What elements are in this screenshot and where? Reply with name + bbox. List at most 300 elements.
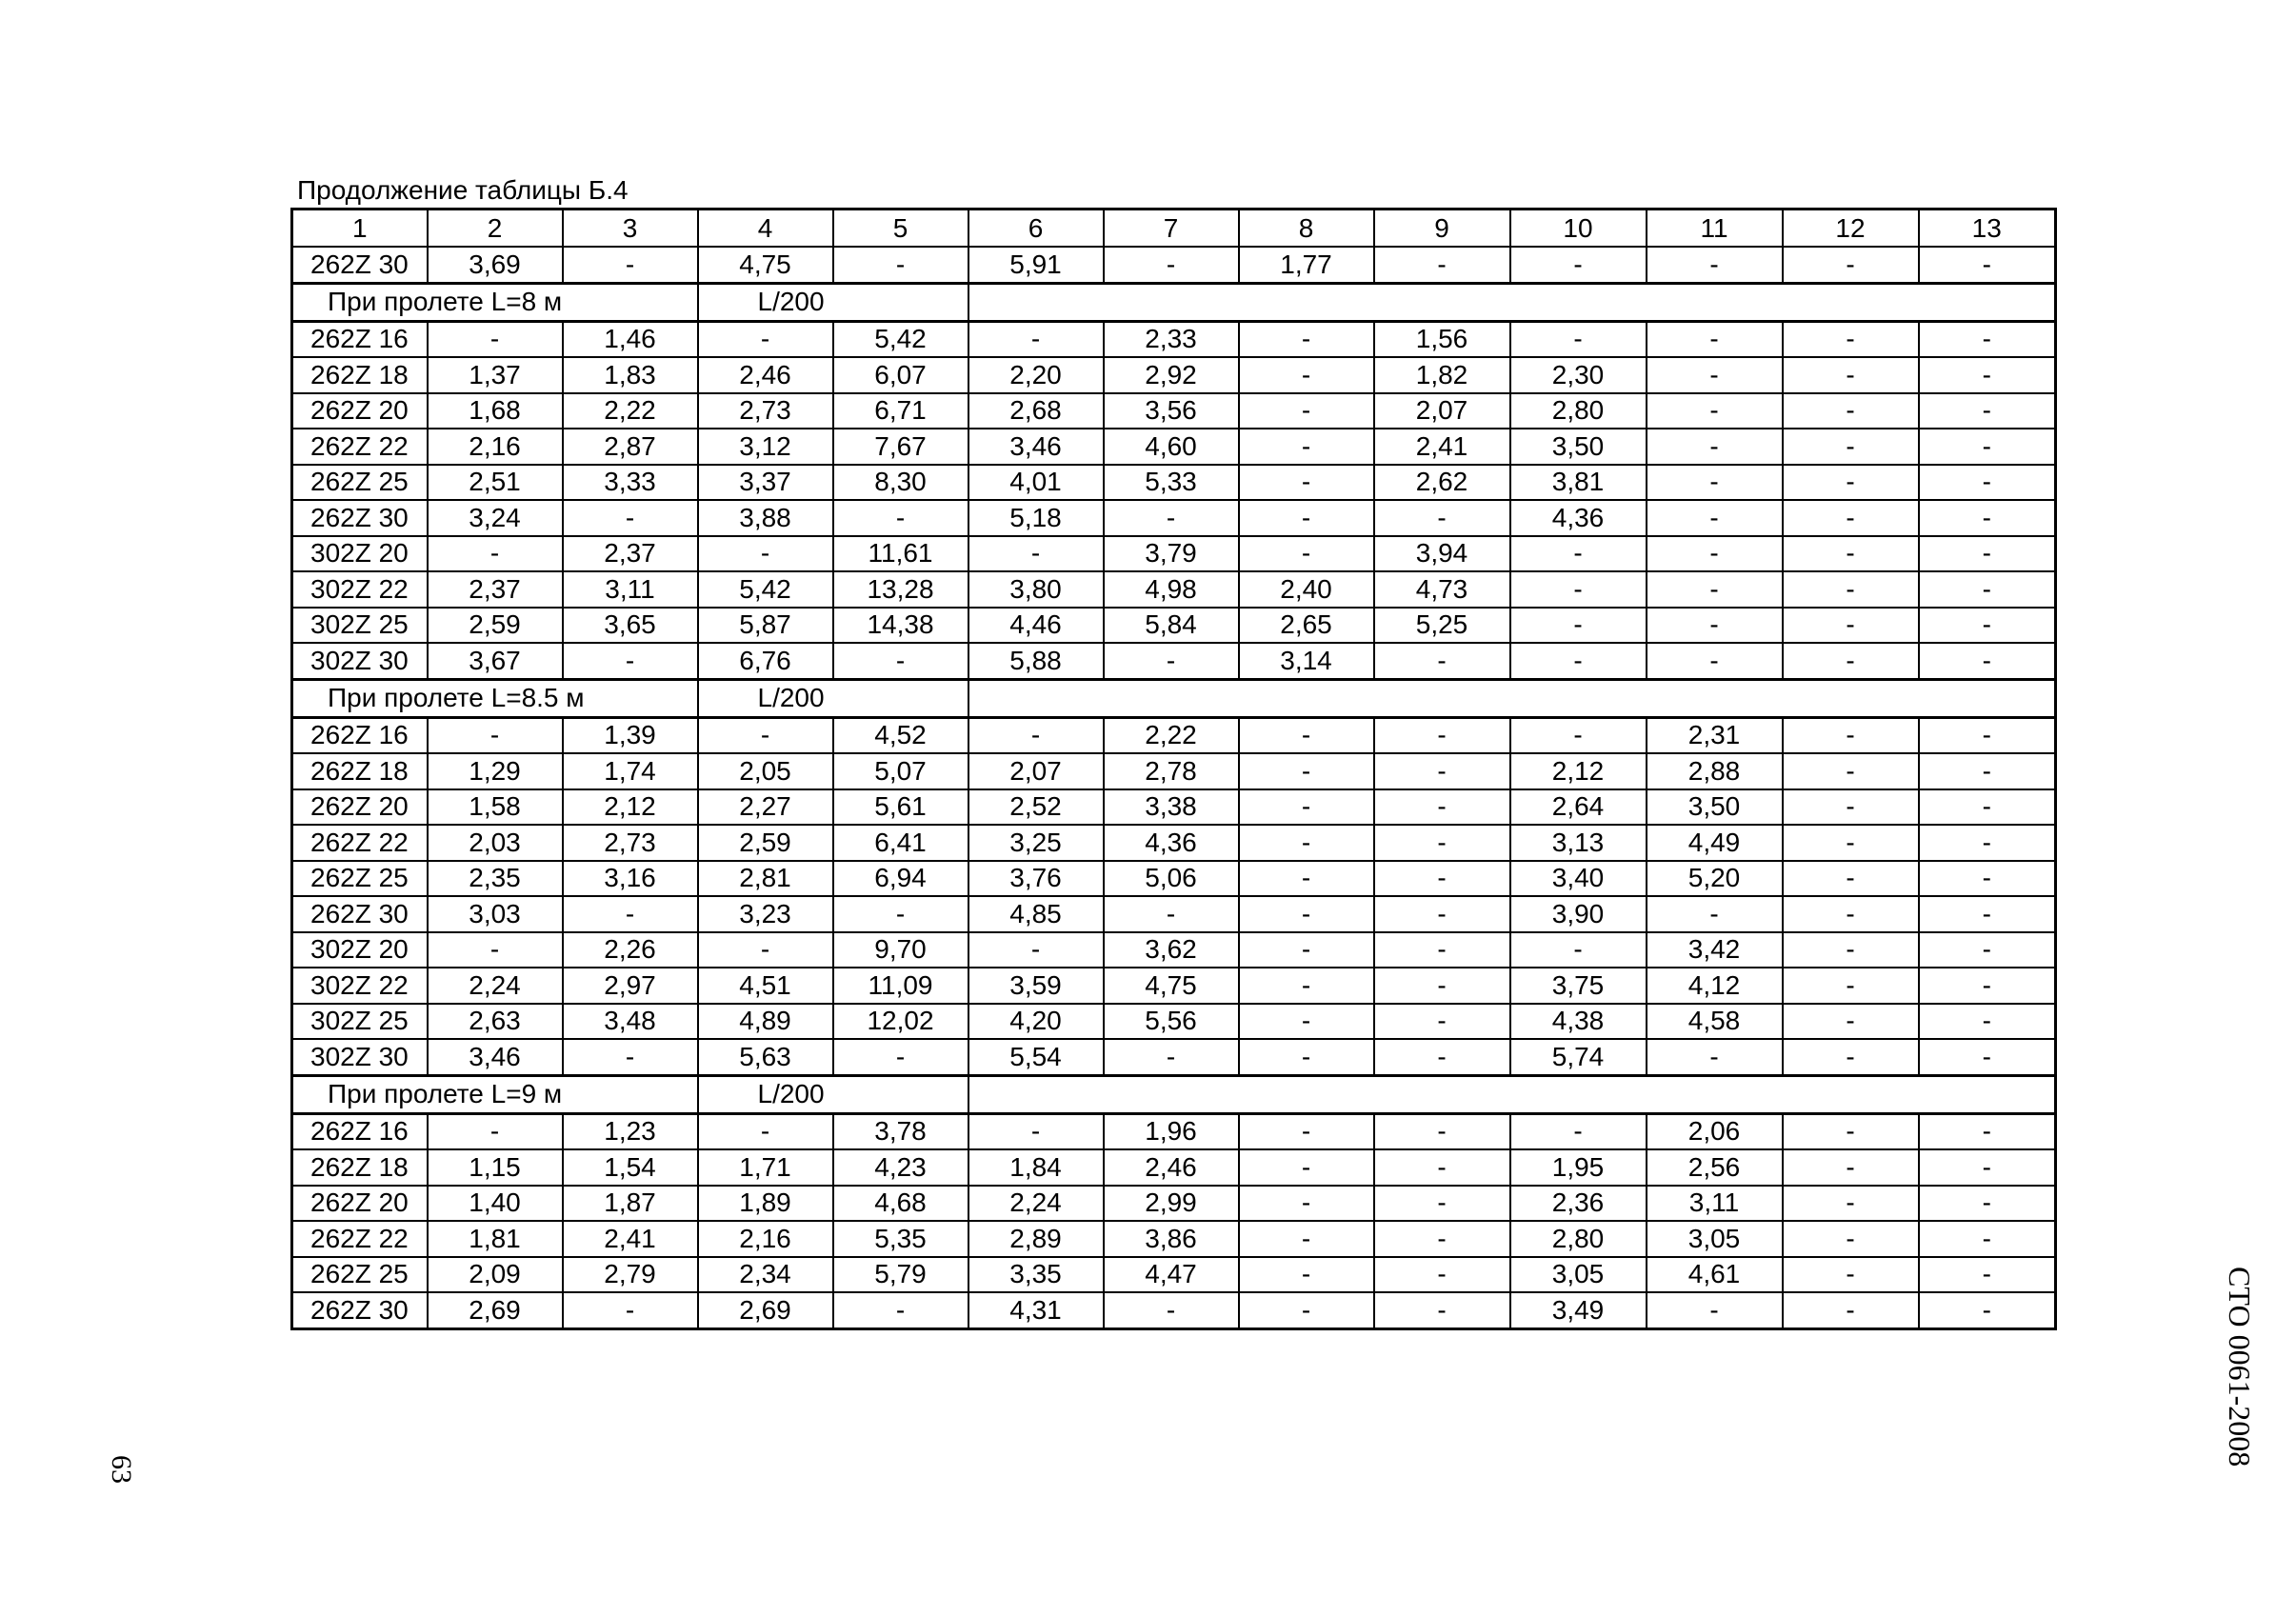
value-cell: 3,14 <box>1239 643 1374 679</box>
value-cell: 2,27 <box>698 789 833 826</box>
value-cell: 1,54 <box>563 1149 698 1186</box>
value-cell: - <box>1919 1186 2056 1222</box>
table-row <box>292 643 2056 679</box>
table-row <box>292 896 2056 932</box>
value-cell: 2,35 <box>428 861 563 897</box>
value-cell: 14,38 <box>833 608 968 644</box>
deflection-limit: L/200 <box>698 1075 968 1113</box>
value-cell: - <box>1919 643 2056 679</box>
profile-cell: 262Z 18 <box>292 753 428 789</box>
value-cell: 1,37 <box>428 357 563 393</box>
section-header-row <box>292 1075 2056 1113</box>
value-cell: 5,84 <box>1104 608 1239 644</box>
value-cell: 3,65 <box>563 608 698 644</box>
value-cell: - <box>1919 896 2056 932</box>
value-cell: 2,73 <box>698 393 833 429</box>
profile-cell: 302Z 20 <box>292 932 428 968</box>
value-cell: 2,37 <box>428 571 563 608</box>
value-cell: - <box>1783 465 1919 501</box>
value-cell: 5,61 <box>833 789 968 826</box>
value-cell: - <box>1374 1149 1510 1186</box>
value-cell: - <box>1919 247 2056 283</box>
value-cell: 4,01 <box>968 465 1104 501</box>
value-cell: 2,34 <box>698 1257 833 1293</box>
value-cell: - <box>1783 1221 1919 1257</box>
value-cell: - <box>1647 393 1783 429</box>
value-cell: - <box>1239 536 1374 572</box>
value-cell: 3,48 <box>563 1004 698 1040</box>
profile-cell: 262Z 30 <box>292 500 428 536</box>
value-cell: 5,74 <box>1510 1039 1647 1075</box>
value-cell: - <box>1239 1257 1374 1293</box>
profile-cell: 302Z 30 <box>292 1039 428 1075</box>
value-cell: - <box>1919 717 2056 753</box>
value-cell: 7,67 <box>833 429 968 465</box>
value-cell: 3,79 <box>1104 536 1239 572</box>
value-cell: - <box>1647 500 1783 536</box>
table-row <box>292 1292 2056 1328</box>
value-cell: 2,68 <box>968 393 1104 429</box>
value-cell: - <box>1783 1186 1919 1222</box>
profile-cell: 262Z 20 <box>292 393 428 429</box>
table-row <box>292 825 2056 861</box>
value-cell: 2,46 <box>1104 1149 1239 1186</box>
data-table <box>290 208 2057 1330</box>
value-cell: - <box>1783 1257 1919 1293</box>
value-cell: - <box>833 1039 968 1075</box>
value-cell: - <box>833 247 968 283</box>
value-cell: 8,30 <box>833 465 968 501</box>
value-cell: 2,31 <box>1647 717 1783 753</box>
table-row <box>292 536 2056 572</box>
value-cell: - <box>1919 1292 2056 1328</box>
value-cell: 2,07 <box>968 753 1104 789</box>
value-cell: - <box>1239 429 1374 465</box>
table-row <box>292 247 2056 283</box>
value-cell: 3,90 <box>1510 896 1647 932</box>
value-cell: 2,12 <box>1510 753 1647 789</box>
value-cell: - <box>833 896 968 932</box>
value-cell: - <box>1919 968 2056 1004</box>
value-cell: - <box>1783 321 1919 357</box>
value-cell: - <box>1510 536 1647 572</box>
value-cell: - <box>1239 896 1374 932</box>
value-cell: 2,26 <box>563 932 698 968</box>
value-cell: - <box>1919 789 2056 826</box>
value-cell: 2,92 <box>1104 357 1239 393</box>
table-row <box>292 321 2056 357</box>
value-cell: 3,78 <box>833 1113 968 1149</box>
value-cell: 4,68 <box>833 1186 968 1222</box>
value-cell: - <box>563 247 698 283</box>
value-cell: - <box>1783 1004 1919 1040</box>
value-cell: - <box>1647 643 1783 679</box>
value-cell: 2,65 <box>1239 608 1374 644</box>
value-cell: 4,36 <box>1104 825 1239 861</box>
table-row <box>292 789 2056 826</box>
value-cell: - <box>698 1113 833 1149</box>
value-cell: 2,69 <box>698 1292 833 1328</box>
profile-cell: 302Z 25 <box>292 1004 428 1040</box>
value-cell: - <box>1239 393 1374 429</box>
value-cell: 5,07 <box>833 753 968 789</box>
value-cell: 6,07 <box>833 357 968 393</box>
value-cell: 5,42 <box>833 321 968 357</box>
profile-cell: 262Z 25 <box>292 1257 428 1293</box>
value-cell: - <box>1919 861 2056 897</box>
value-cell: 4,47 <box>1104 1257 1239 1293</box>
value-cell: - <box>1647 896 1783 932</box>
value-cell: - <box>563 643 698 679</box>
value-cell: 4,46 <box>968 608 1104 644</box>
value-cell: 4,38 <box>1510 1004 1647 1040</box>
value-cell: - <box>1647 429 1783 465</box>
value-cell: - <box>1239 1004 1374 1040</box>
value-cell: 5,18 <box>968 500 1104 536</box>
value-cell: 3,24 <box>428 500 563 536</box>
value-cell: 3,69 <box>428 247 563 283</box>
value-cell: - <box>1374 1004 1510 1040</box>
value-cell: - <box>1104 247 1239 283</box>
value-cell: 9,70 <box>833 932 968 968</box>
value-cell: 5,33 <box>1104 465 1239 501</box>
value-cell: - <box>1239 753 1374 789</box>
value-cell: - <box>1374 1186 1510 1222</box>
value-cell: - <box>1239 1221 1374 1257</box>
document-code: СТО 0061-2008 <box>2223 1267 2257 1467</box>
profile-cell: 262Z 16 <box>292 1113 428 1149</box>
value-cell: - <box>968 932 1104 968</box>
value-cell: 4,20 <box>968 1004 1104 1040</box>
value-cell: 3,80 <box>968 571 1104 608</box>
value-cell: - <box>1919 1113 2056 1149</box>
value-cell: - <box>1783 500 1919 536</box>
value-cell: - <box>1647 247 1783 283</box>
header-cell: 2 <box>428 210 563 248</box>
span-label: При пролете L=8 м <box>292 283 698 321</box>
value-cell: - <box>1239 357 1374 393</box>
value-cell: - <box>1919 1004 2056 1040</box>
value-cell: - <box>428 717 563 753</box>
table-row <box>292 1149 2056 1186</box>
deflection-limit: L/200 <box>698 679 968 717</box>
value-cell: - <box>428 536 563 572</box>
value-cell: - <box>1783 753 1919 789</box>
value-cell: 3,46 <box>428 1039 563 1075</box>
value-cell: 4,60 <box>1104 429 1239 465</box>
table-row <box>292 932 2056 968</box>
value-cell: 1,29 <box>428 753 563 789</box>
value-cell: 3,11 <box>563 571 698 608</box>
value-cell: 3,25 <box>968 825 1104 861</box>
value-cell: - <box>1239 500 1374 536</box>
section-blank <box>968 679 2056 717</box>
value-cell: - <box>1919 536 2056 572</box>
value-cell: - <box>1919 1257 2056 1293</box>
value-cell: - <box>1783 1149 1919 1186</box>
value-cell: 3,67 <box>428 643 563 679</box>
value-cell: - <box>1104 1039 1239 1075</box>
value-cell: - <box>1647 608 1783 644</box>
value-cell: 2,05 <box>698 753 833 789</box>
table-row <box>292 465 2056 501</box>
value-cell: 5,25 <box>1374 608 1510 644</box>
value-cell: - <box>1374 932 1510 968</box>
profile-cell: 262Z 20 <box>292 789 428 826</box>
value-cell: 2,79 <box>563 1257 698 1293</box>
value-cell: - <box>1510 932 1647 968</box>
deflection-limit: L/200 <box>698 283 968 321</box>
value-cell: - <box>1239 968 1374 1004</box>
profile-cell: 262Z 20 <box>292 1186 428 1222</box>
value-cell: 3,16 <box>563 861 698 897</box>
table-row <box>292 1257 2056 1293</box>
span-label: При пролете L=9 м <box>292 1075 698 1113</box>
header-cell: 7 <box>1104 210 1239 248</box>
value-cell: - <box>1919 825 2056 861</box>
table-row <box>292 861 2056 897</box>
section-header-row <box>292 679 2056 717</box>
value-cell: 3,94 <box>1374 536 1510 572</box>
value-cell: - <box>563 896 698 932</box>
value-cell: 2,87 <box>563 429 698 465</box>
value-cell: 2,24 <box>428 968 563 1004</box>
value-cell: - <box>1919 465 2056 501</box>
value-cell: 3,12 <box>698 429 833 465</box>
value-cell: 3,50 <box>1647 789 1783 826</box>
value-cell: - <box>1510 717 1647 753</box>
value-cell: 1,74 <box>563 753 698 789</box>
value-cell: - <box>428 932 563 968</box>
table-row <box>292 357 2056 393</box>
value-cell: - <box>1783 643 1919 679</box>
profile-cell: 302Z 22 <box>292 968 428 1004</box>
value-cell: - <box>1783 861 1919 897</box>
value-cell: 2,80 <box>1510 393 1647 429</box>
value-cell: 3,75 <box>1510 968 1647 1004</box>
value-cell: - <box>698 932 833 968</box>
profile-cell: 262Z 16 <box>292 717 428 753</box>
value-cell: 3,88 <box>698 500 833 536</box>
profile-cell: 262Z 22 <box>292 825 428 861</box>
value-cell: 2,62 <box>1374 465 1510 501</box>
value-cell: 2,41 <box>1374 429 1510 465</box>
value-cell: - <box>1374 896 1510 932</box>
value-cell: - <box>968 717 1104 753</box>
value-cell: 3,76 <box>968 861 1104 897</box>
value-cell: 3,81 <box>1510 465 1647 501</box>
value-cell: - <box>1783 896 1919 932</box>
table-row <box>292 1221 2056 1257</box>
table-row <box>292 500 2056 536</box>
header-cell: 6 <box>968 210 1104 248</box>
value-cell: 2,41 <box>563 1221 698 1257</box>
profile-cell: 262Z 30 <box>292 896 428 932</box>
table-row <box>292 753 2056 789</box>
header-cell: 8 <box>1239 210 1374 248</box>
value-cell: 4,31 <box>968 1292 1104 1328</box>
profile-cell: 262Z 25 <box>292 465 428 501</box>
value-cell: 1,68 <box>428 393 563 429</box>
value-cell: 2,99 <box>1104 1186 1239 1222</box>
value-cell: - <box>1374 789 1510 826</box>
header-cell: 11 <box>1647 210 1783 248</box>
value-cell: - <box>1783 968 1919 1004</box>
table-row <box>292 429 2056 465</box>
value-cell: 3,05 <box>1510 1257 1647 1293</box>
value-cell: - <box>1374 1257 1510 1293</box>
value-cell: 2,20 <box>968 357 1104 393</box>
value-cell: 5,79 <box>833 1257 968 1293</box>
value-cell: - <box>1647 1292 1783 1328</box>
value-cell: - <box>1919 321 2056 357</box>
value-cell: 5,54 <box>968 1039 1104 1075</box>
value-cell: 5,91 <box>968 247 1104 283</box>
value-cell: 2,63 <box>428 1004 563 1040</box>
value-cell: 5,56 <box>1104 1004 1239 1040</box>
value-cell: - <box>1783 1039 1919 1075</box>
value-cell: 3,38 <box>1104 789 1239 826</box>
value-cell: - <box>1783 1292 1919 1328</box>
profile-cell: 262Z 16 <box>292 321 428 357</box>
value-cell: - <box>1919 571 2056 608</box>
value-cell: 4,75 <box>1104 968 1239 1004</box>
value-cell: 1,96 <box>1104 1113 1239 1149</box>
value-cell: - <box>833 500 968 536</box>
value-cell: - <box>1783 717 1919 753</box>
value-cell: 3,46 <box>968 429 1104 465</box>
value-cell: - <box>1374 717 1510 753</box>
value-cell: - <box>1239 1149 1374 1186</box>
value-cell: 2,88 <box>1647 753 1783 789</box>
table-row <box>292 717 2056 753</box>
value-cell: 3,23 <box>698 896 833 932</box>
section-header-row <box>292 283 2056 321</box>
value-cell: 3,37 <box>698 465 833 501</box>
value-cell: 1,82 <box>1374 357 1510 393</box>
value-cell: 2,03 <box>428 825 563 861</box>
header-cell: 13 <box>1919 210 2056 248</box>
value-cell: - <box>1510 247 1647 283</box>
value-cell: 5,42 <box>698 571 833 608</box>
value-cell: - <box>1783 536 1919 572</box>
value-cell: 1,87 <box>563 1186 698 1222</box>
span-label: При пролете L=8.5 м <box>292 679 698 717</box>
value-cell: 1,81 <box>428 1221 563 1257</box>
value-cell: 4,73 <box>1374 571 1510 608</box>
value-cell: 2,30 <box>1510 357 1647 393</box>
value-cell: - <box>1919 1221 2056 1257</box>
value-cell: - <box>428 1113 563 1149</box>
value-cell: 6,76 <box>698 643 833 679</box>
header-row <box>292 210 2056 248</box>
value-cell: - <box>1919 429 2056 465</box>
value-cell: 3,59 <box>968 968 1104 1004</box>
value-cell: 1,77 <box>1239 247 1374 283</box>
value-cell: - <box>698 536 833 572</box>
value-cell: - <box>1239 321 1374 357</box>
value-cell: - <box>1239 465 1374 501</box>
value-cell: - <box>1783 825 1919 861</box>
value-cell: - <box>1374 1039 1510 1075</box>
value-cell: - <box>1783 357 1919 393</box>
value-cell: 4,52 <box>833 717 968 753</box>
value-cell: 4,49 <box>1647 825 1783 861</box>
value-cell: 3,11 <box>1647 1186 1783 1222</box>
value-cell: - <box>1239 825 1374 861</box>
profile-cell: 262Z 22 <box>292 1221 428 1257</box>
value-cell: 3,33 <box>563 465 698 501</box>
value-cell: - <box>1919 753 2056 789</box>
value-cell: - <box>1919 1039 2056 1075</box>
value-cell: - <box>833 1292 968 1328</box>
profile-cell: 262Z 22 <box>292 429 428 465</box>
table-row <box>292 1039 2056 1075</box>
value-cell: 2,89 <box>968 1221 1104 1257</box>
profile-cell: 302Z 22 <box>292 571 428 608</box>
value-cell: 2,12 <box>563 789 698 826</box>
value-cell: 2,64 <box>1510 789 1647 826</box>
value-cell: - <box>1919 608 2056 644</box>
value-cell: 2,07 <box>1374 393 1510 429</box>
value-cell: - <box>1510 321 1647 357</box>
value-cell: - <box>1104 896 1239 932</box>
header-cell: 1 <box>292 210 428 248</box>
value-cell: 6,94 <box>833 861 968 897</box>
value-cell: 2,22 <box>563 393 698 429</box>
value-cell: 3,86 <box>1104 1221 1239 1257</box>
value-cell: 2,16 <box>698 1221 833 1257</box>
value-cell: - <box>1510 571 1647 608</box>
value-cell: 2,59 <box>698 825 833 861</box>
value-cell: 2,40 <box>1239 571 1374 608</box>
value-cell: - <box>1239 1039 1374 1075</box>
value-cell: 5,20 <box>1647 861 1783 897</box>
value-cell: - <box>1783 429 1919 465</box>
value-cell: 6,41 <box>833 825 968 861</box>
header-cell: 4 <box>698 210 833 248</box>
value-cell: - <box>1510 643 1647 679</box>
value-cell: - <box>1239 1292 1374 1328</box>
table-row <box>292 571 2056 608</box>
value-cell: 2,33 <box>1104 321 1239 357</box>
value-cell: 2,56 <box>1647 1149 1783 1186</box>
value-cell: 11,09 <box>833 968 968 1004</box>
table-row <box>292 968 2056 1004</box>
value-cell: 1,89 <box>698 1186 833 1222</box>
value-cell: - <box>1374 753 1510 789</box>
value-cell: 5,87 <box>698 608 833 644</box>
value-cell: 12,02 <box>833 1004 968 1040</box>
value-cell: - <box>1374 500 1510 536</box>
value-cell: 2,37 <box>563 536 698 572</box>
table-row <box>292 1004 2056 1040</box>
value-cell: - <box>1919 1149 2056 1186</box>
value-cell: - <box>1104 1292 1239 1328</box>
table-row <box>292 393 2056 429</box>
value-cell: - <box>1374 861 1510 897</box>
value-cell: - <box>1647 536 1783 572</box>
value-cell: 4,36 <box>1510 500 1647 536</box>
value-cell: - <box>563 1039 698 1075</box>
value-cell: - <box>1783 789 1919 826</box>
value-cell: 2,06 <box>1647 1113 1783 1149</box>
value-cell: 6,71 <box>833 393 968 429</box>
value-cell: 5,88 <box>968 643 1104 679</box>
value-cell: - <box>1239 1113 1374 1149</box>
value-cell: 4,89 <box>698 1004 833 1040</box>
value-cell: 11,61 <box>833 536 968 572</box>
